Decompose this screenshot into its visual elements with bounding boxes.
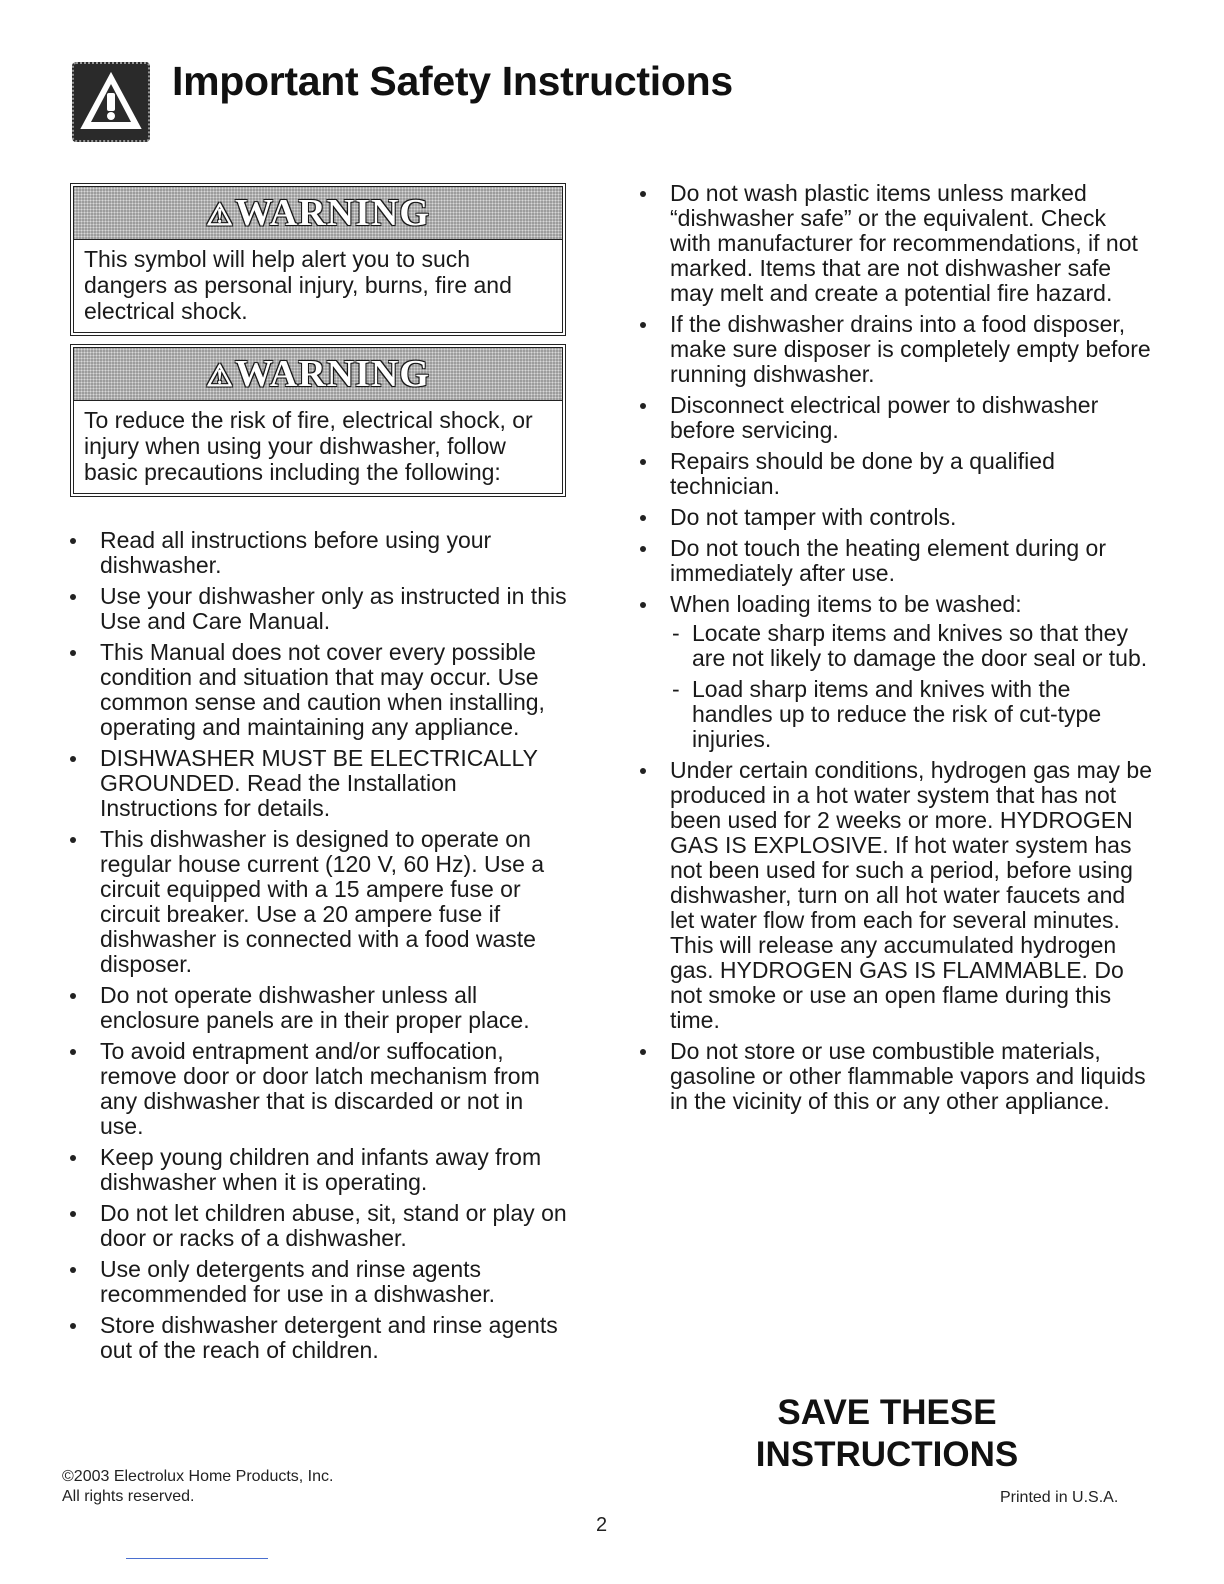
bullet-icon xyxy=(640,191,646,197)
bullet-icon xyxy=(640,546,646,552)
printed-in: Printed in U.S.A. xyxy=(1000,1489,1119,1506)
warning-triangle-icon xyxy=(72,62,150,142)
warning-banner xyxy=(74,187,562,240)
warning-box-symbol xyxy=(70,183,566,336)
list-item: Under certain conditions, hydrogen gas may be produced in a hot water system that has not been used for 2 weeks or more. HYDROGEN GAS IS EXPLOSIVE. If hot water system has not been used for such a period, before using dishwasher, turn on all hot water faucets and let water flow from each for several minutes. This will release any accumulated hydrogen gas. HYDROGEN GAS IS FLAMMABLE. Do not smoke or use an open flame during this time. xyxy=(632,758,1152,1033)
bullet-icon xyxy=(70,993,76,999)
divider xyxy=(126,1558,268,1559)
warning-label: WARNING xyxy=(235,192,430,234)
list-item: Do not touch the heating element during or immediately after use. xyxy=(632,536,1152,586)
list-item: Do not let children abuse, sit, stand or play on door or racks of a dishwasher. xyxy=(62,1201,572,1251)
list-item: This Manual does not cover every possible condition and situation that may occur. Use common sense and caution when installing, operating and maintaining any appliance. xyxy=(62,640,572,740)
copyright-notice: ©2003 Electrolux Home Products, Inc. All rights reserved. xyxy=(62,1468,334,1505)
right-bullet-list xyxy=(632,181,1152,1120)
bullet-icon xyxy=(70,837,76,843)
list-item: Do not wash plastic items unless marked “dishwasher safe” or the equivalent. Check with manufacturer for recommendations, if not marked. Items that are not dishwasher safe may melt and create a potential fire hazard. xyxy=(632,181,1152,306)
warning-text: To reduce the risk of fire, electrical shock, or injury when using your dishwasher, follow basic precautions including the following: xyxy=(84,407,533,485)
page-title: Important Safety Instructions xyxy=(172,58,733,104)
bullet-icon xyxy=(70,594,76,600)
bullet-icon xyxy=(70,650,76,656)
list-item: Disconnect electrical power to dishwasher before servicing. xyxy=(632,393,1152,443)
bullet-icon xyxy=(70,1211,76,1217)
alert-triangle-icon: ⚠ xyxy=(206,199,234,232)
save-instructions-heading: SAVE THESE INSTRUCTIONS xyxy=(755,1393,1019,1474)
list-item: Do not tamper with controls. xyxy=(632,505,1152,530)
left-bullet-list xyxy=(62,528,572,1369)
list-item: This dishwasher is designed to operate on regular house current (120 V, 60 Hz). Use a circuit equipped with a 15 ampere fuse or circuit breaker. Use a 20 ampere fuse if dishwasher is connected with a food waste disposer. xyxy=(62,827,572,977)
list-item: Read all instructions before using your dishwasher. xyxy=(62,528,572,578)
alert-triangle-icon: ⚠ xyxy=(206,360,234,393)
bullet-icon xyxy=(640,515,646,521)
list-item: Do not operate dishwasher unless all enclosure panels are in their proper place. xyxy=(62,983,572,1033)
warning-box-precautions xyxy=(70,344,566,497)
bullet-icon xyxy=(70,1267,76,1273)
bullet-icon xyxy=(70,538,76,544)
sub-list-item: - Locate sharp items and knives so that they are not likely to damage the door seal or tub. xyxy=(672,620,1148,671)
list-item: Do not store or use combustible materials, gasoline or other flammable vapors and liquids in the vicinity of this or any other appliance. xyxy=(632,1039,1152,1114)
list-item: Store dishwasher detergent and rinse agents out of the reach of children. xyxy=(62,1313,572,1363)
list-item: If the dishwasher drains into a food disposer, make sure disposer is completely empty before running dishwasher. xyxy=(632,312,1152,387)
page-number: 2 xyxy=(596,1514,608,1536)
warning-label: WARNING xyxy=(235,353,430,395)
list-item: Repairs should be done by a qualified technician. xyxy=(632,449,1152,499)
list-item: Use only detergents and rinse agents recommended for use in a dishwasher. xyxy=(62,1257,572,1307)
bullet-icon xyxy=(640,768,646,774)
list-item: When loading items to be washed: - Locate sharp items and knives so that they are not likely to damage the door seal or tub. - Load sharp items and knives with the handles up to reduce the risk of cut-type injuries. xyxy=(632,592,1152,752)
bullet-icon xyxy=(70,1155,76,1161)
list-item: Keep young children and infants away from dishwasher when it is operating. xyxy=(62,1145,572,1195)
list-item: To avoid entrapment and/or suffocation, remove door or door latch mechanism from any dishwasher that is discarded or not in use. xyxy=(62,1039,572,1139)
warning-text: This symbol will help alert you to such dangers as personal injury, burns, fire and electrical shock. xyxy=(84,246,512,324)
bullet-icon xyxy=(640,459,646,465)
bullet-icon xyxy=(70,756,76,762)
bullet-icon xyxy=(640,322,646,328)
loading-sub-list xyxy=(670,621,1152,752)
bullet-icon xyxy=(640,602,646,608)
bullet-icon xyxy=(640,403,646,409)
bullet-icon xyxy=(640,1049,646,1055)
list-item: DISHWASHER MUST BE ELECTRICALLY GROUNDED. Read the Installation Instructions for details. xyxy=(62,746,572,821)
warning-banner xyxy=(74,348,562,401)
bullet-icon xyxy=(70,1049,76,1055)
sub-list-item: - Load sharp items and knives with the handles up to reduce the risk of cut-type injuries. xyxy=(672,676,1102,752)
list-item: Use your dishwasher only as instructed in this Use and Care Manual. xyxy=(62,584,572,634)
bullet-icon xyxy=(70,1323,76,1329)
